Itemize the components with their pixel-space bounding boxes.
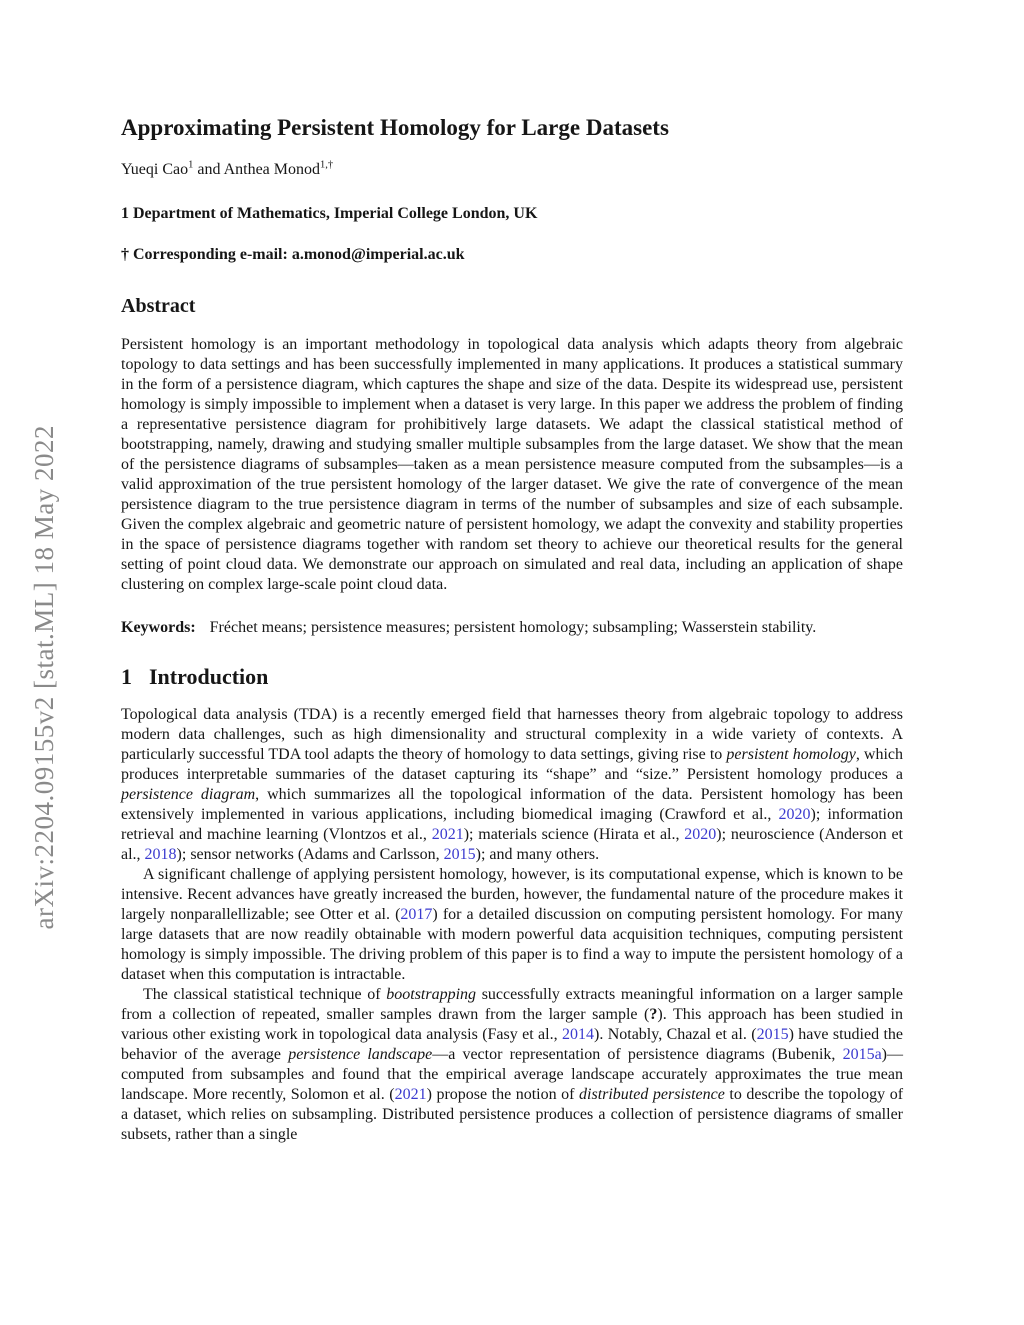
arxiv-watermark-strip <box>24 0 64 1325</box>
citation-link[interactable]: 2020 <box>778 806 811 823</box>
corresponding-email-line: † Corresponding e-mail: a.monod@imperial.ac.uk <box>121 246 465 263</box>
citation-link[interactable]: 2018 <box>144 846 177 863</box>
text-segment: Yueqi Cao <box>121 161 189 178</box>
abstract-heading: Abstract <box>121 295 196 317</box>
text-segment: ) for a detailed discussion on computing persistent homology. For many large datasets that are now readily obtainable with modern powerful data acquisition techniques, computing persistent homology is simply impossible. The driving problem of this paper is to find a way to impute the persistent homology of a dataset when this computation is intractable. <box>121 906 903 983</box>
section-heading-introduction <box>121 664 903 690</box>
text-segment: ); neuroscience (Anderson et al., <box>121 826 903 863</box>
citation-link[interactable]: 2015 <box>756 1026 789 1043</box>
citation-link[interactable]: 2014 <box>561 1026 594 1043</box>
text-segment: , which summarizes all the topological information of the data. Persistent homology has been extensively implemented in various applications, including biomedical imaging (Crawford et al., <box>121 786 904 823</box>
text-segment: ); sensor networks (Adams and Carlsson, <box>176 846 444 863</box>
citation-link[interactable]: 2020 <box>684 826 717 843</box>
text-segment: —a vector representation of persistence diagrams (Bubenik, <box>432 1046 843 1063</box>
text-segment: Topological data analysis (TDA) is a recently emerged field that harnesses theory from algebraic topology to address modern data challenges, such as high dimensionality and structural complexity in a wide variety of contexts. A particularly successful TDA tool adapts the theory of homology to data settings, giving rise to <box>121 706 903 763</box>
text-segment: The classical statistical technique of <box>143 986 387 1003</box>
keywords-label: Keywords: <box>121 619 196 636</box>
text-segment: , which produces interpretable summaries of the dataset capturing its “shape” and “size.” Persistent homology produces a <box>121 746 904 783</box>
paper-title: Approximating Persistent Homology for Large Datasets <box>121 115 669 140</box>
affiliation-line: 1 Department of Mathematics, Imperial College London, UK <box>121 205 538 222</box>
text-segment: persistence diagram <box>121 786 256 803</box>
author-line <box>121 161 903 179</box>
text-segment: bootstrapping <box>386 986 477 1003</box>
citation-link[interactable]: 2015 <box>443 846 476 863</box>
text-segment: distributed persistence <box>579 1086 725 1103</box>
text-segment: )—computed from subsamples and found that the empirical average landscape accurately approximates the true mean landscape. More recently, Solomon et al. ( <box>121 1046 903 1103</box>
abstract-text: Persistent homology is an important methodology in topological data analysis which adapts theory from algebraic topology to data settings and has been successfully implemented in many applications. It produces a statistical summary in the form of a persistence diagram, which captures the shape and size of the data. Despite its widespread use, persistent homology is simply impossible to implement when a dataset is very large. In this paper we address the problem of finding a representative persistence diagram for prohibitively large datasets. We adapt the classical statistical method of bootstrapping, namely, drawing and studying smaller multiple subsamples from the large dataset. We show that the mean of the persistence diagrams of subsamples—taken as a mean persistence measure computed from the subsamples—is a valid approximation of the true persistent homology of the larger dataset. We give the rate of convergence of the mean persistence diagram to the true persistence diagram in terms of the number of subsamples and size of each subsample. Given the complex algebraic and geometric nature of persistent homology, we adapt the convexity and stability properties in the space of persistence diagrams together with random set theory to achieve our theoretical results for the general setting of point cloud data. We demonstrate our approach on simulated and real data, including an application of shape clustering on complex large-scale point cloud data. <box>121 336 903 593</box>
text-segment: ). Notably, Chazal et al. ( <box>593 1026 757 1043</box>
citation-link[interactable]: 2021 <box>431 826 464 843</box>
text-segment: successfully extracts meaningful information on a larger sample from a collection of repeated, smaller samples drawn from the larger sample ( <box>121 986 903 1023</box>
intro-paragraph <box>121 985 903 1145</box>
text-segment: ) propose the notion of <box>426 1086 580 1103</box>
text-segment: to describe the topology of a dataset, which relies on subsampling. Distributed persistence produces a collection of persistence diagrams of smaller subsets, rather than a single <box>121 1086 904 1143</box>
text-segment: ); and many others. <box>475 846 600 863</box>
citation-link[interactable]: 2021 <box>394 1086 427 1103</box>
text-segment: and Anthea Monod <box>193 161 321 178</box>
text-segment: 1,† <box>320 159 334 171</box>
text-segment: persistence landscape <box>288 1046 433 1063</box>
paper-content-column <box>121 0 903 1145</box>
section-number: 1 <box>121 664 132 689</box>
text-segment: ); materials science (Hirata et al., <box>463 826 685 843</box>
text-segment: 1 <box>188 159 194 171</box>
text-segment: A significant challenge of applying persistent homology, however, is its computational expense, which is known to be intensive. Recent advances have greatly increased the burden, however, the fundamental nature of the procedure makes it largely nonparallellizable; see Otter et al. ( <box>121 866 903 923</box>
intro-paragraph <box>121 705 903 865</box>
text-segment: ); information retrieval and machine learning (Vlontzos et al., <box>121 806 904 843</box>
keywords-text: Fréchet means; persistence measures; persistent homology; subsampling; Wasserstein stability. <box>209 619 817 636</box>
text-segment: ). This approach has been studied in various other existing work in topological data analysis (Fasy et al., <box>121 1006 904 1043</box>
text-segment: ) have studied the behavior of the average <box>121 1026 904 1063</box>
section-title: Introduction <box>149 664 269 689</box>
citation-link[interactable]: 2017 <box>400 906 433 923</box>
intro-paragraph <box>121 865 903 985</box>
text-segment: ? <box>649 1006 658 1023</box>
text-segment: persistent homology <box>726 746 856 763</box>
citation-link[interactable]: 2015a <box>842 1046 882 1063</box>
arxiv-identifier-watermark: arXiv:2204.09155v2 [stat.ML] 18 May 2022 <box>28 425 59 930</box>
keywords-line <box>121 619 903 637</box>
